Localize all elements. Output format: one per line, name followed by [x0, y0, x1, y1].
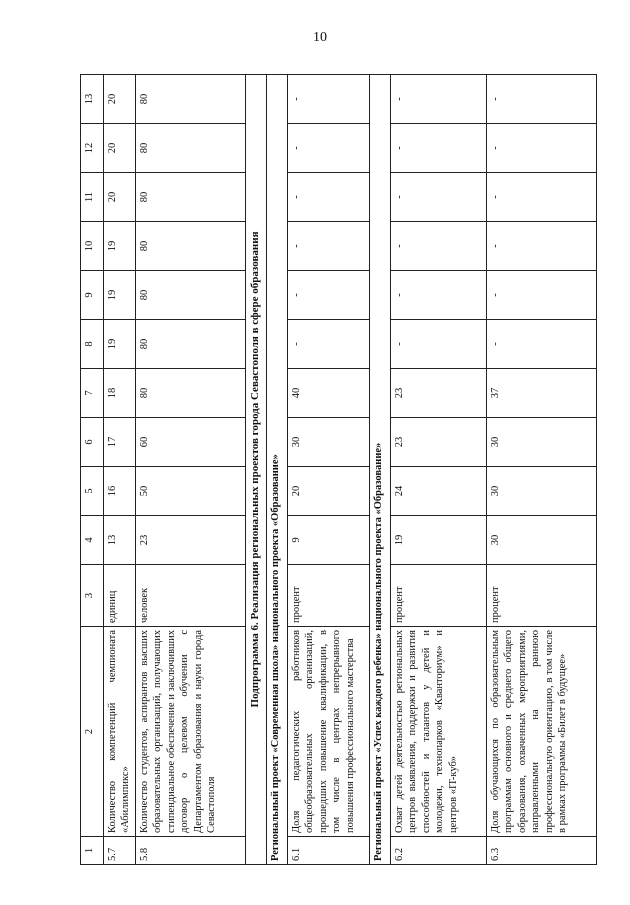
value-cell: 13 — [104, 516, 136, 565]
value-cell: 50 — [135, 467, 245, 516]
value-cell: 16 — [104, 467, 136, 516]
value-cell: - — [287, 320, 369, 369]
value-cell: 20 — [104, 173, 136, 222]
header-cell: 7 — [81, 369, 104, 418]
row-number: 5.8 — [135, 837, 245, 865]
section-title: Подпрограмма 6. Реализация региональных проектов города Севастополя в сфере образования — [245, 75, 266, 865]
value-cell: 23 — [390, 369, 486, 418]
header-cell: 11 — [81, 173, 104, 222]
header-cell: 6 — [81, 418, 104, 467]
project-row — [369, 75, 390, 865]
value-cell: - — [390, 75, 486, 124]
unit-cell: человек — [135, 565, 245, 627]
value-cell: 20 — [287, 467, 369, 516]
value-cell: - — [287, 75, 369, 124]
value-cell: 80 — [135, 320, 245, 369]
unit-cell: процент — [287, 565, 369, 627]
rotated-table-wrapper — [80, 75, 569, 865]
header-cell: 2 — [81, 627, 104, 837]
value-cell: 30 — [486, 418, 596, 467]
value-cell: - — [287, 222, 369, 271]
value-cell: - — [390, 124, 486, 173]
value-cell: 30 — [287, 418, 369, 467]
unit-cell: единиц — [104, 565, 136, 627]
value-cell: 60 — [135, 418, 245, 467]
value-cell: - — [287, 271, 369, 320]
value-cell: - — [390, 173, 486, 222]
indicators-table — [80, 74, 597, 865]
project-title: Региональный проект «Успех каждого ребенка» национального проекта «Образование» — [369, 75, 390, 865]
value-cell: - — [486, 271, 596, 320]
header-cell: 10 — [81, 222, 104, 271]
value-cell: 80 — [135, 124, 245, 173]
value-cell: - — [486, 320, 596, 369]
value-cell: 9 — [287, 516, 369, 565]
value-cell: 80 — [135, 369, 245, 418]
indicator-name: Доля обучающихся по образовательным программам основного и среднего общего образования, охваченных мероприятиями, направленными на раннюю профессиональную ориентацию, в том числе в рамках программы «Билет в будущее» — [486, 627, 596, 837]
value-cell: 24 — [390, 467, 486, 516]
header-cell: 12 — [81, 124, 104, 173]
value-cell: - — [486, 124, 596, 173]
row-number: 6.2 — [390, 837, 486, 865]
value-cell: 18 — [104, 369, 136, 418]
project-title: Региональный проект «Современная школа» национального проекта «Образование» — [266, 75, 287, 865]
header-cell: 8 — [81, 320, 104, 369]
row-number: 6.1 — [287, 837, 369, 865]
value-cell: 80 — [135, 222, 245, 271]
value-cell: 37 — [486, 369, 596, 418]
value-cell: 80 — [135, 173, 245, 222]
value-cell: 30 — [486, 467, 596, 516]
value-cell: 17 — [104, 418, 136, 467]
table-row — [287, 75, 369, 865]
indicator-name: Охват детей деятельностью региональных центров выявления, поддержки и развития способностей и талантов у детей и молодежи, технопарков «Кванториум» и центров «IT-куб» — [390, 627, 486, 837]
value-cell: 19 — [104, 271, 136, 320]
page-number: 10 — [313, 30, 327, 45]
section-row — [245, 75, 266, 865]
value-cell: 19 — [390, 516, 486, 565]
value-cell: 20 — [104, 75, 136, 124]
value-cell: - — [287, 124, 369, 173]
value-cell: - — [486, 222, 596, 271]
header-cell: 1 — [81, 837, 104, 865]
header-cell: 3 — [81, 565, 104, 627]
value-cell: 20 — [104, 124, 136, 173]
project-row — [266, 75, 287, 865]
value-cell: - — [390, 320, 486, 369]
value-cell: - — [287, 173, 369, 222]
table-row — [486, 75, 596, 865]
value-cell: 40 — [287, 369, 369, 418]
value-cell: 23 — [390, 418, 486, 467]
header-cell: 5 — [81, 467, 104, 516]
value-cell: - — [390, 271, 486, 320]
header-cell: 4 — [81, 516, 104, 565]
row-number: 6.3 — [486, 837, 596, 865]
value-cell: - — [486, 75, 596, 124]
value-cell: 80 — [135, 75, 245, 124]
table-row — [390, 75, 486, 865]
indicator-name: Количество компетенций чемпионата «Абилимпикс» — [104, 627, 136, 837]
value-cell: 23 — [135, 516, 245, 565]
value-cell: 19 — [104, 222, 136, 271]
value-cell: - — [486, 173, 596, 222]
value-cell: 30 — [486, 516, 596, 565]
table-row — [104, 75, 136, 865]
value-cell: 19 — [104, 320, 136, 369]
unit-cell: процент — [486, 565, 596, 627]
unit-cell: процент — [390, 565, 486, 627]
header-cell: 9 — [81, 271, 104, 320]
header-row — [81, 75, 104, 865]
table-row — [135, 75, 245, 865]
header-cell: 13 — [81, 75, 104, 124]
value-cell: 80 — [135, 271, 245, 320]
value-cell: - — [390, 222, 486, 271]
indicator-name: Количество студентов, аспирантов высших образовательных организаций, получающих стипендиальное обеспечение и заключивших договор о целевом обучении с Департаментом образования и науки города Севастополя — [135, 627, 245, 837]
indicator-name: Доля педагогических работников общеобразовательных организаций, прошедших повышение квалификации, в том числе в центрах непрерывного повышения профессионального мастерства — [287, 627, 369, 837]
row-number: 5.7 — [104, 837, 136, 865]
rotated-table-container — [80, 75, 569, 865]
